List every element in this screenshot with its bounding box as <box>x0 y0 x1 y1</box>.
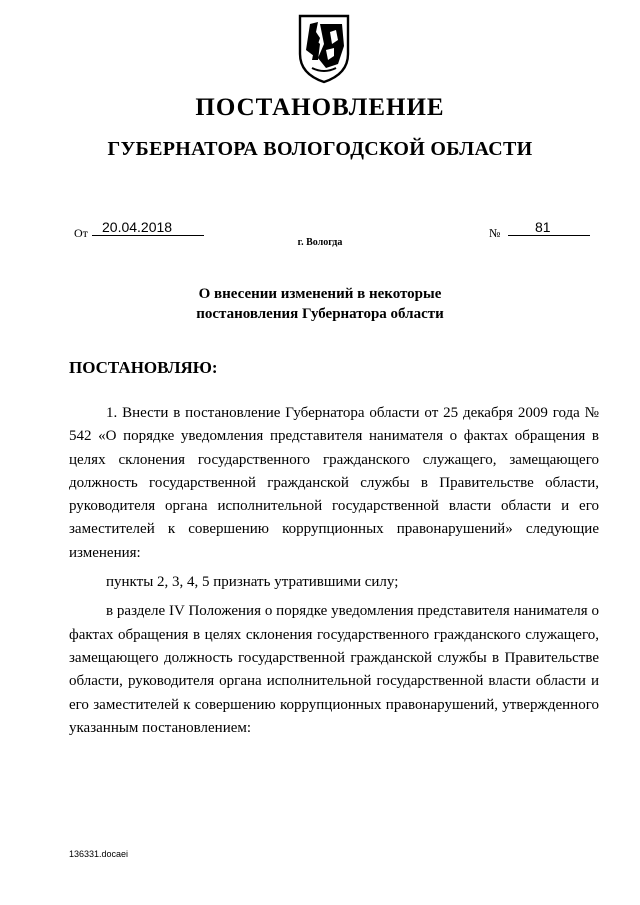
document-authority: ГУБЕРНАТОРА ВОЛОГОДСКОЙ ОБЛАСТИ <box>107 138 533 160</box>
number-prefix: № <box>489 226 501 240</box>
document-file-id: 136331.docaei <box>69 849 129 859</box>
date-value: 20.04.2018 <box>102 219 173 235</box>
coat-of-arms-icon <box>296 10 352 84</box>
date-prefix: От <box>74 226 88 240</box>
city-label: г. Вологда <box>297 237 343 248</box>
document-title: ПОСТАНОВЛЕНИЕ <box>195 94 445 121</box>
document-body <box>69 402 599 746</box>
date-underline <box>92 235 204 236</box>
number-value: 81 <box>535 219 551 235</box>
document-subject <box>0 284 640 324</box>
decree-heading: ПОСТАНОВЛЯЮ: <box>69 358 218 377</box>
subject-line-2: постановления Губернатора области <box>196 306 444 322</box>
paragraph-2: пункты 2, 3, 4, 5 признать утратившими силу; <box>106 574 399 591</box>
number-underline <box>508 235 590 236</box>
paragraph-3: в разделе IV Положения о порядке уведомления представителя нанимателя о фактах обращения в целях склонения государственного гражданского служащего, замещающего должность государственной гражданской службы в Правительстве области, руководителя органа исполнительной государственной власти области и его заместителей к совершению коррупционных правонарушений, утвержденного указанным постановлением: <box>69 603 599 736</box>
paragraph-1: 1. Внести в постановление Губернатора области от 25 декабря 2009 года № 542 «О порядке уведомления представителя нанимателя о фактах обращения в целях склонения государственного гражданского служащего, замещающего должность государственной гражданской службы в Правительстве области, руководителя органа исполнительной государственной власти области и его заместителей к совершению коррупционных правонарушений» следующие изменения: <box>69 405 599 561</box>
subject-line-1: О внесении изменений в некоторые <box>198 286 442 302</box>
